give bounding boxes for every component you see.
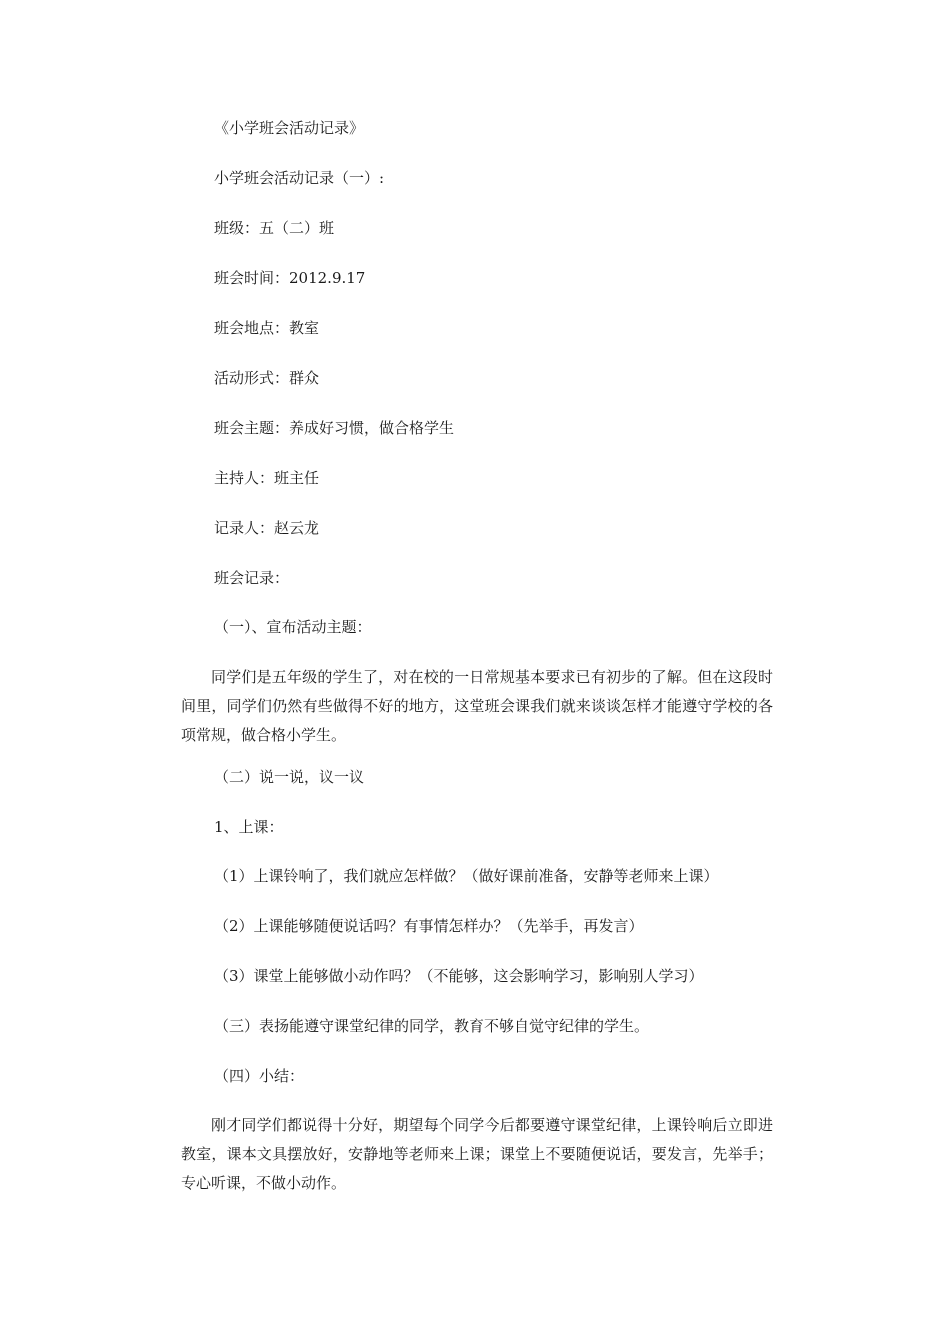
- recorder-line: 记录人：赵云龙: [214, 519, 320, 537]
- question-2: （2）上课能够随便说话吗？有事情怎样办？（先举手，再发言）: [214, 917, 644, 935]
- form-line: 活动形式：群众: [214, 369, 320, 387]
- theme-line: 班会主题：养成好习惯，做合格学生: [214, 419, 455, 437]
- question-1: （1）上课铃响了，我们就应怎样做？（做好课前准备，安静等老师来上课）: [214, 867, 719, 885]
- summary-paragraph: 刚才同学们都说得十分好，期望每个同学今后都要遵守课堂纪律，上课铃响后立即进教室，课本文具摆放好，安静地等老师来上课；课堂上不要随便说话，要发言，先举手；专心听课，不做小动作。: [181, 1116, 773, 1192]
- document-subtitle: 小学班会活动记录（一）:: [214, 169, 385, 187]
- class-line: 班级：五（二）班: [214, 219, 335, 237]
- section2-heading: （二）说一说，议一议: [214, 768, 365, 786]
- section1-paragraph: 同学们是五年级的学生了，对在校的一日常规基本要求已有初步的了解。但在这段时间里，同学们仍然有些做得不好的地方，这堂班会课我们就来谈谈怎样才能遵守学校的各项常规，做合格小学生。: [181, 668, 773, 744]
- section1-heading: （一）、宣布活动主题：: [214, 618, 372, 636]
- section3-line: （三）表扬能遵守课堂纪律的同学，教育不够自觉守纪律的学生。: [214, 1017, 650, 1035]
- host-line: 主持人：班主任: [214, 469, 320, 487]
- time-line: 班会时间：2012.9.17: [214, 269, 366, 287]
- section4-heading: （四）小结：: [214, 1067, 305, 1085]
- document-title: 《小学班会活动记录》: [214, 119, 365, 137]
- record-heading: 班会记录：: [214, 569, 290, 587]
- place-line: 班会地点：教室: [214, 319, 320, 337]
- item1-heading: 1、上课：: [214, 818, 284, 836]
- question-3: （3）课堂上能够做小动作吗？（不能够，这会影响学习，影响别人学习）: [214, 967, 704, 985]
